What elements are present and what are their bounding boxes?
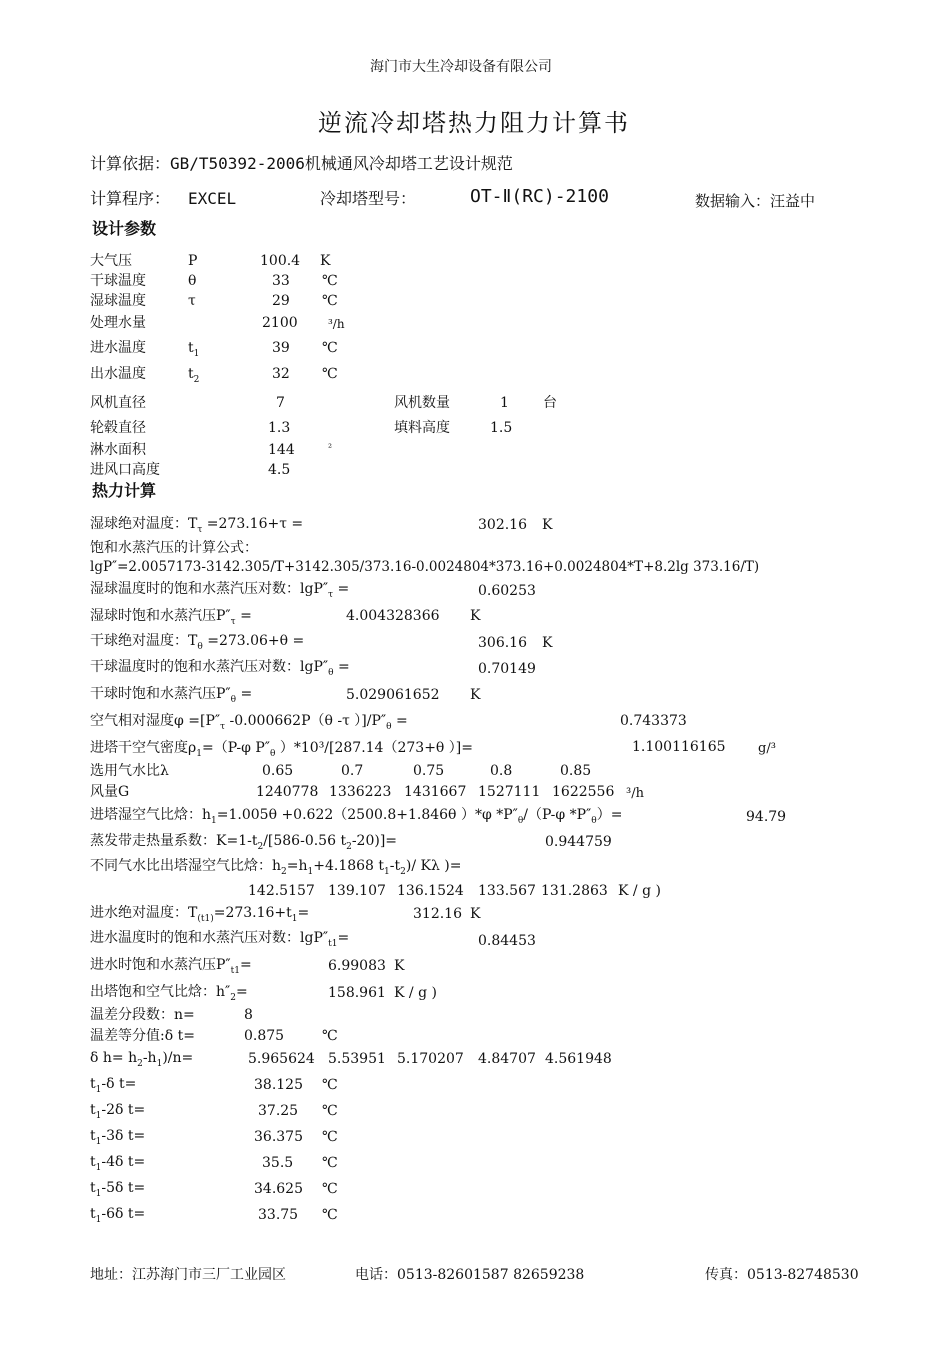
segment-count-label: 温差分段数：n= <box>90 1007 195 1023</box>
param-name: 湿球温度 <box>90 293 146 309</box>
param-unit: K <box>320 253 331 269</box>
fan-count-unit: 台 <box>543 395 557 411</box>
section-design: 设计参数 <box>92 219 157 238</box>
delta-t-value: 0.875 <box>244 1028 285 1044</box>
dry-abs-temp-value: 306.16 <box>478 635 527 651</box>
param-unit: ℃ <box>322 340 338 356</box>
outlet-enthalpy-formula: 不同气水比出塔湿空气比焓：$h_2=h_1+4.1868$ $t_1-t_2)/$ Kλ )= <box>90 858 462 877</box>
dry-pressure: 干球时饱和水蒸汽压$P''_\theta$ = <box>90 686 253 705</box>
param-symbol: τ <box>188 293 196 309</box>
dry-log-value: 0.70149 <box>478 661 536 677</box>
delta-t-label: 温差等分值:δ t= <box>90 1028 195 1044</box>
lambda-label: 选用气水比λ <box>90 763 169 779</box>
step-label: $t_1-6\delta$ t= <box>90 1206 146 1225</box>
step-value: 33.75 <box>258 1207 299 1223</box>
fan-count-label: 风机数量 <box>394 395 450 411</box>
wet-abs-temp-unit: K <box>542 517 553 533</box>
wet-abs-temp-value: 302.16 <box>478 517 527 533</box>
param-name: 处理水量 <box>90 315 146 331</box>
segment-count-value: 8 <box>244 1007 253 1023</box>
wet-log: 湿球温度时的饱和水蒸汽压对数：$\lg P''_\tau$ = <box>90 581 350 600</box>
outlet-sat-enthalpy-value: 158.961 <box>328 985 386 1001</box>
program-value: EXCEL <box>188 189 237 208</box>
input-by: 数据输入：汪益中 <box>695 192 816 210</box>
step-label: $t_1-\delta$ t= <box>90 1076 137 1095</box>
param-value: 100.4 <box>260 253 301 269</box>
evap-coefficient: 蒸发带走热量系数：$K=1-t_2/[586-0.56$ $t_2-20)]=$ <box>90 833 398 852</box>
air-density: 进塔干空气密度$\rho_1=(P-\varphi$ $P''_\theta$ ）*10³/[287.14（273+θ ）]= <box>90 740 473 759</box>
wet-pressure-value: 4.004328366 <box>346 608 440 624</box>
company-name: 海门市大生冷却设备有限公司 <box>370 59 552 75</box>
wet-pressure: 湿球时饱和水蒸汽压$P''_\tau$ = <box>90 608 252 627</box>
section-thermal: 热力计算 <box>92 481 157 500</box>
inlet-height-value: 4.5 <box>268 462 291 478</box>
wet-log-value: 0.60253 <box>478 583 536 599</box>
param-symbol: $t_1$ <box>188 340 200 359</box>
sat-formula-label: 饱和水蒸汽压的计算公式： <box>90 540 258 556</box>
footer-fax: 传真：0513-82748530 <box>705 1267 859 1283</box>
inlet-water-log-value: 0.84453 <box>478 933 536 949</box>
area-label: 淋水面积 <box>90 442 146 458</box>
step-value: 35.5 <box>262 1155 294 1171</box>
outlet-enthalpy-value: 133.567 <box>478 883 536 899</box>
lambda-value: 0.85 <box>560 763 592 779</box>
param-symbol: P <box>188 253 198 269</box>
step-value: 34.625 <box>254 1181 303 1197</box>
delta-h-value: 5.170207 <box>397 1051 464 1067</box>
inlet-water-pressure-unit: K <box>394 958 405 974</box>
step-unit: ℃ <box>322 1181 338 1197</box>
param-value: 39 <box>272 340 290 356</box>
param-unit: ℃ <box>322 293 338 309</box>
param-name: 大气压 <box>90 253 132 269</box>
step-unit: ℃ <box>322 1077 338 1093</box>
step-label: $t_1-2\delta$ t= <box>90 1102 146 1121</box>
lambda-value: 0.7 <box>341 763 364 779</box>
inlet-water-abs-temp: 进水绝对温度：$T_{(t1)}=273.16+t_1=$ <box>90 905 310 924</box>
fan-diameter-label: 风机直径 <box>90 395 146 411</box>
airflow-unit: ³/h <box>626 786 644 801</box>
airflow-value: 1336223 <box>329 784 392 800</box>
param-symbol: θ <box>188 273 197 289</box>
param-value: 2100 <box>262 315 298 331</box>
area-value: 144 <box>268 442 295 458</box>
fill-height-label: 填料高度 <box>394 420 450 436</box>
program-label: 计算程序： <box>90 189 171 208</box>
outlet-enthalpy-value: 142.5157 <box>248 883 315 899</box>
hub-diameter-value: 1.3 <box>268 420 291 436</box>
sat-formula: lgP″=2.0057173-3142.305/T+3142.305/373.16-0.0024804*373.16+0.0024804*T+8.2lg 373.16/T) <box>90 559 760 575</box>
delta-h-value: 4.561948 <box>545 1051 612 1067</box>
lambda-value: 0.8 <box>490 763 513 779</box>
delta-h-formula: δ $h= h_2-h_1)/n=$ <box>90 1050 194 1069</box>
fan-count-value: 1 <box>500 395 509 411</box>
param-value: 33 <box>272 273 290 289</box>
outlet-enthalpy-value: 131.2863 <box>541 883 608 899</box>
inlet-height-label: 进风口高度 <box>90 462 160 478</box>
page-title: 逆流冷却塔热力阻力计算书 <box>318 109 630 137</box>
inlet-water-pressure: 进水时饱和水蒸汽压$P''_{t1}=$ <box>90 957 252 976</box>
dry-abs-temp-unit: K <box>542 635 553 651</box>
airflow-value: 1240778 <box>256 784 319 800</box>
inlet-water-log: 进水温度时的饱和水蒸汽压对数：$\lg P''_{t1}=$ <box>90 930 350 949</box>
dry-abs-temp: 干球绝对温度：$T_\theta =273.06+\theta$ = <box>90 633 305 652</box>
delta-h-value: 5.53951 <box>328 1051 386 1067</box>
step-value: 38.125 <box>254 1077 303 1093</box>
wet-abs-temp: 湿球绝对温度：$T_\tau =273.16+\tau$ = <box>90 516 304 535</box>
inlet-enthalpy: 进塔湿空气比焓：$h_1=1.005\theta +0.622(2500.8+1.846\theta$ ）*φ $*P''_\theta/(P-\varphi$ $*P''_\theta)=$ <box>90 807 623 826</box>
step-unit: ℃ <box>322 1155 338 1171</box>
outlet-enthalpy-value: 139.107 <box>328 883 386 899</box>
footer-phone: 电话：0513-82601587 82659238 <box>355 1267 585 1283</box>
airflow-value: 1622556 <box>552 784 615 800</box>
delta-h-value: 4.84707 <box>478 1051 536 1067</box>
inlet-water-abs-temp-value: 312.16 <box>413 906 462 922</box>
step-unit: ℃ <box>322 1129 338 1145</box>
fan-diameter-value: 7 <box>276 395 285 411</box>
param-name: 干球温度 <box>90 273 146 289</box>
outlet-enthalpy-unit: K / g ) <box>618 883 661 899</box>
airflow-label: 风量G <box>90 784 130 800</box>
air-density-value: 1.100116165 <box>632 739 726 755</box>
model-value: OT-Ⅱ(RC)-2100 <box>470 186 609 207</box>
param-unit: ℃ <box>322 366 338 382</box>
lambda-value: 0.65 <box>262 763 294 779</box>
model-label: 冷却塔型号： <box>320 189 417 208</box>
dry-pressure-value: 5.029061652 <box>346 687 440 703</box>
fill-height-value: 1.5 <box>490 420 513 436</box>
evap-coefficient-value: 0.944759 <box>545 834 612 850</box>
outlet-enthalpy-value: 136.1524 <box>397 883 464 899</box>
airflow-value: 1431667 <box>404 784 467 800</box>
inlet-water-abs-temp-unit: K <box>470 906 481 922</box>
param-unit: ³/h <box>328 317 345 331</box>
hub-diameter-label: 轮毂直径 <box>90 420 146 436</box>
step-value: 37.25 <box>258 1103 299 1119</box>
airflow-value: 1527111 <box>478 784 541 800</box>
step-value: 36.375 <box>254 1129 303 1145</box>
basis: 计算依据：GB/T50392-2006机械通风冷却塔工艺设计规范 <box>90 154 513 173</box>
relative-humidity: 空气相对湿度$\varphi =[P''_\tau$ -0.000662P（θ -τ ）]$/P''_\theta$ = <box>90 713 408 732</box>
wet-pressure-unit: K <box>470 608 481 624</box>
lambda-value: 0.75 <box>413 763 445 779</box>
delta-h-value: 5.965624 <box>248 1051 315 1067</box>
step-label: $t_1-5\delta$ t= <box>90 1180 146 1199</box>
param-name: 进水温度 <box>90 340 146 356</box>
inlet-water-pressure-value: 6.99083 <box>328 958 386 974</box>
inlet-enthalpy-value: 94.79 <box>746 809 787 825</box>
outlet-sat-enthalpy: 出塔饱和空气比焓：$h''_2=$ <box>90 984 248 1003</box>
footer-address: 地址：江苏海门市三厂工业园区 <box>90 1267 286 1283</box>
area-unit: ² <box>328 443 333 454</box>
step-unit: ℃ <box>322 1207 338 1223</box>
dry-pressure-unit: K <box>470 687 481 703</box>
param-value: 32 <box>272 366 290 382</box>
relative-humidity-value: 0.743373 <box>620 713 687 729</box>
step-label: $t_1-4\delta$ t= <box>90 1154 146 1173</box>
dry-log: 干球温度时的饱和水蒸汽压对数：$\lg P''_\theta$ = <box>90 659 350 678</box>
param-value: 29 <box>272 293 290 309</box>
step-unit: ℃ <box>322 1103 338 1119</box>
air-density-unit: g/³ <box>758 741 776 756</box>
param-unit: ℃ <box>322 273 338 289</box>
param-symbol: $t_2$ <box>188 366 200 385</box>
outlet-sat-enthalpy-unit: K / g ) <box>394 985 437 1001</box>
delta-t-unit: ℃ <box>322 1028 338 1044</box>
param-name: 出水温度 <box>90 366 146 382</box>
step-label: $t_1-3\delta$ t= <box>90 1128 146 1147</box>
